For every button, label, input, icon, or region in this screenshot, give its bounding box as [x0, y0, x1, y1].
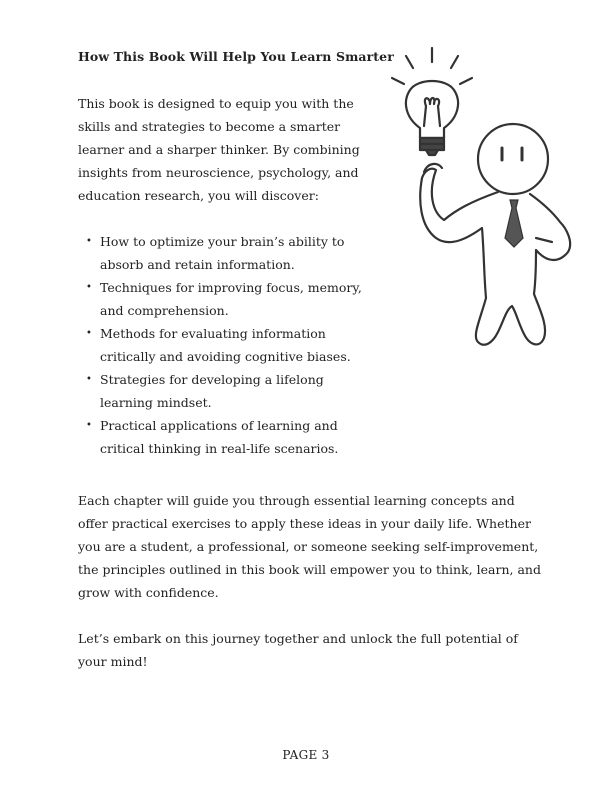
lightbulb-figure-illustration	[380, 42, 580, 352]
closing-paragraph: Let’s embark on this journey together and unlock the full potential of your mind!	[78, 631, 518, 669]
intro-paragraph: This book is designed to equip you with the skills and strategies to become a smarter learner and a sharper thinker. By combining insights from neuroscience, psychology, and education research, you will discover:	[78, 96, 360, 203]
page-title: How This Book Will Help You Learn Smarter	[78, 49, 394, 64]
light-ray	[451, 56, 458, 68]
figure-hand-on-hip	[536, 238, 552, 242]
lightbulb-glass	[406, 81, 458, 138]
list-item: • Practical applications of learning and critical thinking in real-life scenarios.	[78, 414, 370, 460]
light-ray	[460, 78, 472, 84]
necktie-icon	[505, 200, 523, 247]
chapter-guide-paragraph: Each chapter will guide you through essential learning concepts and offer practical exercises to apply these ideas in your daily life. Whether you are a student, a professional, or someone seeking self-improvement, the principles outlined in this book will empower you to think, learn, and grow with confidence.	[78, 493, 541, 600]
lightbulb-base	[420, 138, 444, 150]
light-ray	[392, 78, 404, 84]
list-item: • How to optimize your brain’s ability to absorb and retain information.	[78, 230, 370, 276]
light-ray	[406, 56, 413, 68]
list-item: • Techniques for improving focus, memory, and comprehension.	[78, 276, 370, 322]
list-item: • Strategies for developing a lifelong learning mindset.	[78, 368, 370, 414]
lightbulb-filament	[424, 98, 440, 126]
lightbulb-tip	[426, 150, 438, 155]
figure-head	[478, 124, 548, 194]
benefits-list	[78, 230, 370, 460]
page-number: PAGE 3	[282, 748, 330, 762]
list-item: • Methods for evaluating information critically and avoiding cognitive biases.	[78, 322, 370, 368]
figure-body	[420, 169, 570, 345]
lightbulb-stick-figure-icon	[380, 42, 580, 352]
